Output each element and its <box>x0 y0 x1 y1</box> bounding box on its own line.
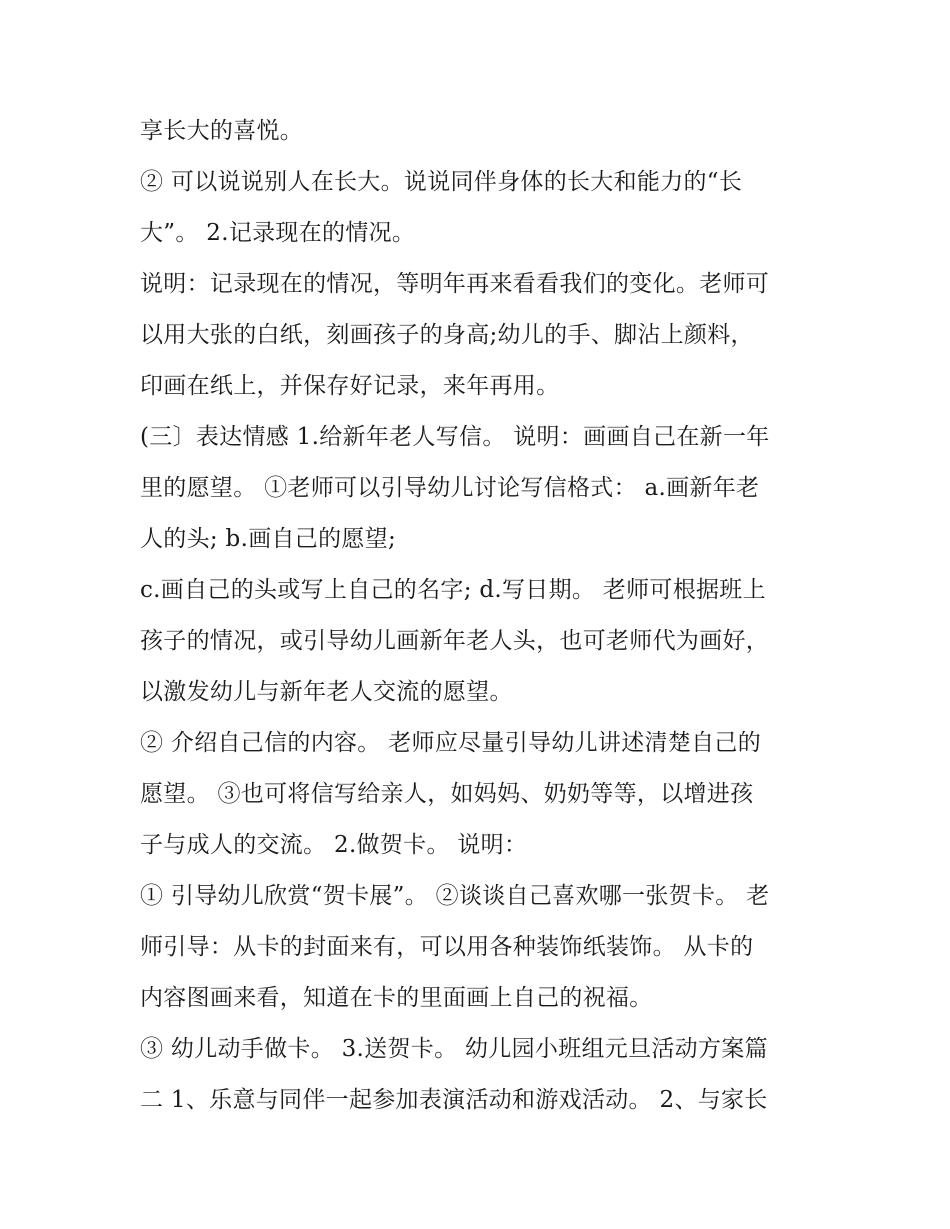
text-line: 师引导：从卡的封面来有，可以用各种装饰纸装饰。 从卡的 <box>140 934 754 960</box>
text-line: 内容图画来看，知道在卡的里面画上自己的祝福。 <box>140 985 653 1011</box>
text-line: c.画自己的头或写上自己的名字; d.写日期。 老师可根据班上 <box>140 577 766 603</box>
text-line: ② 可以说说别人在长大。说说同伴身体的长大和能力的“长 <box>140 169 743 195</box>
text-line: (三〕表达情感 1.给新年老人写信。 说明：画画自己在新一年 <box>140 424 770 450</box>
text-line: 以激发幼儿与新年老人交流的愿望。 <box>140 679 513 705</box>
text-line: 二 1、乐意与同伴一起参加表演活动和游戏活动。 2、与家长 <box>140 1087 768 1113</box>
text-line: 说明：记录现在的情况，等明年再来看看我们的变化。老师可 <box>140 271 770 297</box>
text-line: 里的愿望。 ①老师可以引导幼儿讨论写信格式： a.画新年老 <box>140 475 760 501</box>
document-body <box>140 106 820 1126</box>
text-line: 孩子的情况，或引导幼儿画新年老人头，也可老师代为画好， <box>140 628 770 654</box>
text-line: 子与成人的交流。 2.做贺卡。 说明： <box>140 832 528 858</box>
text-line: ① 引导幼儿欣赏“贺卡展”。 ②谈谈自己喜欢哪一张贺卡。 老 <box>140 883 770 909</box>
text-line: ③ 幼儿动手做卡。 3.送贺卡。 幼儿园小班组元旦活动方案篇 <box>140 1036 768 1062</box>
text-line: 人的头; b.画自己的愿望; <box>140 526 397 552</box>
text-line: 印画在纸上，并保存好记录，来年再用。 <box>140 373 560 399</box>
text-line: 大”。 2.记录现在的情况。 <box>140 220 416 246</box>
text-line: 以用大张的白纸，刻画孩子的身高;幼儿的手、脚沾上颜料， <box>140 322 754 348</box>
text-line: ② 介绍自己信的内容。 老师应尽量引导幼儿讲述清楚自己的 <box>140 730 762 756</box>
text-line: 享长大的喜悦。 <box>140 118 304 144</box>
text-line: 愿望。 ③也可将信写给亲人，如妈妈、奶奶等等，以增进孩 <box>140 781 754 807</box>
